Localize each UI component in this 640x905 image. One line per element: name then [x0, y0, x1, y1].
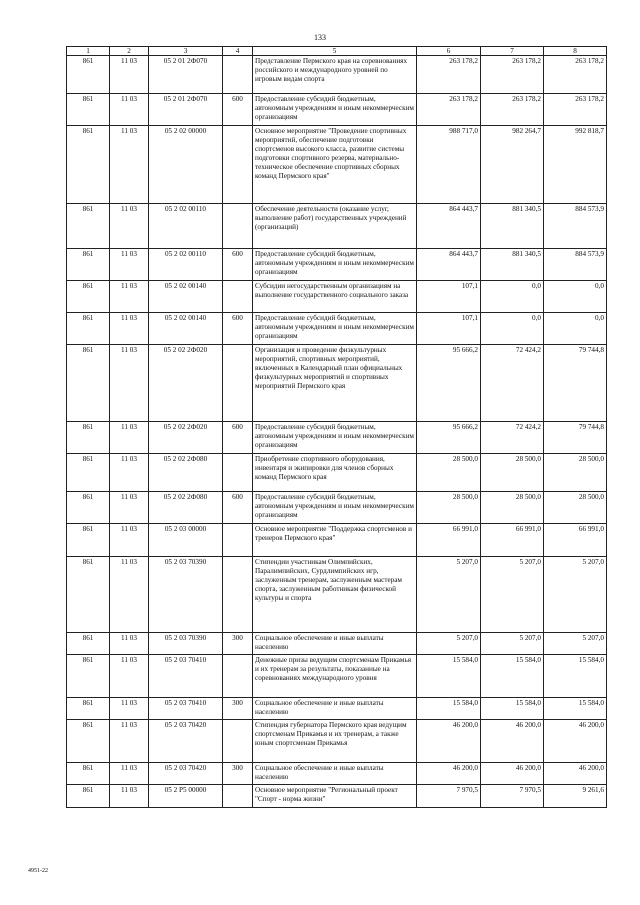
- amount-cell: 263 178,2: [481, 56, 544, 94]
- section-cell: 11 03: [110, 204, 149, 249]
- amount-cell: 864 443,7: [417, 249, 481, 281]
- column-header: 1: [67, 47, 110, 56]
- table-row: [67, 785, 607, 808]
- amount-cell: 5 207,0: [544, 633, 607, 655]
- target-item-cell: 05 2 02 00110: [149, 204, 223, 249]
- gr-code-cell: 861: [67, 524, 110, 557]
- gr-code-cell: 861: [67, 249, 110, 281]
- target-item-cell: 05 2 02 00110: [149, 249, 223, 281]
- description-cell: Предоставление субсидий бюджетным, автономным учреждениям и иным некоммерческим организациям: [253, 313, 417, 345]
- amount-cell: 28 500,0: [544, 454, 607, 492]
- table-row: [67, 454, 607, 492]
- table-row: [67, 56, 607, 94]
- target-item-cell: 05 2 03 70410: [149, 655, 223, 698]
- amount-cell: 15 584,0: [544, 698, 607, 720]
- amount-cell: 0,0: [481, 281, 544, 313]
- expense-type-cell: [223, 56, 253, 94]
- table-row: [67, 313, 607, 345]
- target-item-cell: 05 2 03 70420: [149, 763, 223, 785]
- amount-cell: 7 970,5: [417, 785, 481, 808]
- section-cell: 11 03: [110, 655, 149, 698]
- gr-code-cell: 861: [67, 204, 110, 249]
- expense-type-cell: 600: [223, 249, 253, 281]
- expense-type-cell: [223, 785, 253, 808]
- description-cell: Предоставление субсидий бюджетным, автономным учреждениям и иным некоммерческим организациям: [253, 492, 417, 524]
- gr-code-cell: 861: [67, 655, 110, 698]
- table-row: [67, 126, 607, 204]
- expense-type-cell: 300: [223, 763, 253, 785]
- amount-cell: 15 584,0: [544, 655, 607, 698]
- description-cell: Основное мероприятие "Поддержка спортсменов и тренеров Пермского края": [253, 524, 417, 557]
- column-header: 3: [149, 47, 223, 56]
- expense-type-cell: 300: [223, 633, 253, 655]
- amount-cell: 5 207,0: [481, 557, 544, 633]
- expense-type-cell: [223, 655, 253, 698]
- amount-cell: 5 207,0: [481, 633, 544, 655]
- section-cell: 11 03: [110, 454, 149, 492]
- gr-code-cell: 861: [67, 557, 110, 633]
- section-cell: 11 03: [110, 720, 149, 763]
- target-item-cell: 05 2 02 2Ф020: [149, 422, 223, 454]
- amount-cell: 95 666,2: [417, 422, 481, 454]
- target-item-cell: 05 2 02 2Ф080: [149, 492, 223, 524]
- amount-cell: 0,0: [544, 313, 607, 345]
- expense-type-cell: 600: [223, 94, 253, 126]
- description-cell: Организация и проведение физкультурных мероприятий, спортивных мероприятий, включенных в Календарный план официальных физкультурных мероприятий и спортивных мероприятий Пермского края: [253, 345, 417, 422]
- section-cell: 11 03: [110, 345, 149, 422]
- amount-cell: 46 200,0: [544, 763, 607, 785]
- target-item-cell: 05 2 03 70420: [149, 720, 223, 763]
- target-item-cell: 05 2 03 70410: [149, 698, 223, 720]
- amount-cell: 46 200,0: [481, 720, 544, 763]
- target-item-cell: 05 2 03 70390: [149, 633, 223, 655]
- amount-cell: 263 178,2: [417, 94, 481, 126]
- amount-cell: 881 340,5: [481, 204, 544, 249]
- amount-cell: 72 424,2: [481, 345, 544, 422]
- section-cell: 11 03: [110, 698, 149, 720]
- description-cell: Стипендия губернатора Пермского края ведущим спортсменам Прикамья и их тренерам, а также юным спортсменам Прикамья: [253, 720, 417, 763]
- page-number: 133: [314, 33, 326, 42]
- gr-code-cell: 861: [67, 763, 110, 785]
- table-row: [67, 524, 607, 557]
- amount-cell: 72 424,2: [481, 422, 544, 454]
- description-cell: Стипендии участникам Олимпийских, Паралимпийских, Сурдлимпийских игр, заслуженным тренерам, заслуженным мастерам спорта, заслуженным работникам физической культуры и спорта: [253, 557, 417, 633]
- amount-cell: 46 200,0: [417, 720, 481, 763]
- target-item-cell: 05 2 03 00000: [149, 524, 223, 557]
- section-cell: 11 03: [110, 422, 149, 454]
- gr-code-cell: 861: [67, 785, 110, 808]
- description-cell: Основное мероприятие "Проведение спортивных мероприятий, обеспечение подготовки спортсменов высокого класса, развитие системы подготовки спортивного резерва, материально-техническое обеспечение спортивных сборных команд Пермского края": [253, 126, 417, 204]
- amount-cell: 28 500,0: [417, 492, 481, 524]
- gr-code-cell: 861: [67, 281, 110, 313]
- amount-cell: 66 991,0: [481, 524, 544, 557]
- expense-type-cell: [223, 345, 253, 422]
- amount-cell: 15 584,0: [417, 655, 481, 698]
- gr-code-cell: 861: [67, 698, 110, 720]
- amount-cell: 884 573,9: [544, 249, 607, 281]
- description-cell: Предоставление субсидий бюджетным, автономным учреждениям и иным некоммерческим организациям: [253, 94, 417, 126]
- amount-cell: 992 818,7: [544, 126, 607, 204]
- section-cell: 11 03: [110, 524, 149, 557]
- expense-type-cell: [223, 126, 253, 204]
- gr-code-cell: 861: [67, 345, 110, 422]
- amount-cell: 263 178,2: [544, 94, 607, 126]
- description-cell: Приобретение спортивного оборудования, инвентаря и экипировки для членов сборных команд Пермского края: [253, 454, 417, 492]
- description-cell: Социальное обеспечение и иные выплаты населению: [253, 633, 417, 655]
- description-cell: Социальное обеспечение и иные выплаты населению: [253, 763, 417, 785]
- budget-table: [66, 46, 607, 808]
- gr-code-cell: 861: [67, 492, 110, 524]
- section-cell: 11 03: [110, 633, 149, 655]
- expense-type-cell: 600: [223, 313, 253, 345]
- amount-cell: 884 573,9: [544, 204, 607, 249]
- description-cell: Предоставление субсидий бюджетным, автономным учреждениям и иным некоммерческим организациям: [253, 249, 417, 281]
- table-row: [67, 204, 607, 249]
- description-cell: Обеспечение деятельности (оказание услуг, выполнение работ) государственных учреждений (организаций): [253, 204, 417, 249]
- amount-cell: 5 207,0: [417, 633, 481, 655]
- amount-cell: 15 584,0: [481, 698, 544, 720]
- target-item-cell: 05 2 01 2Ф070: [149, 94, 223, 126]
- section-cell: 11 03: [110, 492, 149, 524]
- section-cell: 11 03: [110, 785, 149, 808]
- amount-cell: 263 178,2: [417, 56, 481, 94]
- amount-cell: 982 264,7: [481, 126, 544, 204]
- description-cell: Социальное обеспечение и иные выплаты населению: [253, 698, 417, 720]
- table-row: [67, 633, 607, 655]
- column-header: 8: [544, 47, 607, 56]
- amount-cell: 864 443,7: [417, 204, 481, 249]
- amount-cell: 15 584,0: [481, 655, 544, 698]
- table-row: [67, 345, 607, 422]
- table-row: [67, 492, 607, 524]
- column-header: 6: [417, 47, 481, 56]
- amount-cell: 5 207,0: [544, 557, 607, 633]
- amount-cell: 15 584,0: [417, 698, 481, 720]
- target-item-cell: 05 2 03 70390: [149, 557, 223, 633]
- target-item-cell: 05 2 01 2Ф070: [149, 56, 223, 94]
- amount-cell: 263 178,2: [481, 94, 544, 126]
- amount-cell: 28 500,0: [417, 454, 481, 492]
- amount-cell: 28 500,0: [481, 454, 544, 492]
- target-item-cell: 05 2 02 2Ф020: [149, 345, 223, 422]
- expense-type-cell: 300: [223, 698, 253, 720]
- gr-code-cell: 861: [67, 633, 110, 655]
- amount-cell: 46 200,0: [481, 763, 544, 785]
- amount-cell: 263 178,2: [544, 56, 607, 94]
- amount-cell: 66 991,0: [544, 524, 607, 557]
- column-header: 2: [110, 47, 149, 56]
- expense-type-cell: [223, 557, 253, 633]
- target-item-cell: 05 2 P5 00000: [149, 785, 223, 808]
- gr-code-cell: 861: [67, 56, 110, 94]
- target-item-cell: 05 2 02 00140: [149, 281, 223, 313]
- amount-cell: 66 991,0: [417, 524, 481, 557]
- table-row: [67, 557, 607, 633]
- amount-cell: 988 717,0: [417, 126, 481, 204]
- target-item-cell: 05 2 02 2Ф080: [149, 454, 223, 492]
- amount-cell: 79 744,8: [544, 345, 607, 422]
- description-cell: Основное мероприятие "Региональный проект "Спорт - норма жизни": [253, 785, 417, 808]
- gr-code-cell: 861: [67, 94, 110, 126]
- amount-cell: 95 666,2: [417, 345, 481, 422]
- section-cell: 11 03: [110, 56, 149, 94]
- description-cell: Предоставление субсидий бюджетным, автономным учреждениям и иным некоммерческим организациям: [253, 422, 417, 454]
- expense-type-cell: [223, 281, 253, 313]
- expense-type-cell: 600: [223, 492, 253, 524]
- table-row: [67, 422, 607, 454]
- gr-code-cell: 861: [67, 126, 110, 204]
- section-cell: 11 03: [110, 126, 149, 204]
- amount-cell: 5 207,0: [417, 557, 481, 633]
- section-cell: 11 03: [110, 763, 149, 785]
- description-cell: Субсидии негосударственным организациям на выполнение государственного социального заказа: [253, 281, 417, 313]
- expense-type-cell: [223, 720, 253, 763]
- amount-cell: 107,1: [417, 313, 481, 345]
- target-item-cell: 05 2 02 00140: [149, 313, 223, 345]
- column-header: 7: [481, 47, 544, 56]
- table-row: [67, 763, 607, 785]
- table-row: [67, 249, 607, 281]
- table-row: [67, 720, 607, 763]
- amount-cell: 46 200,0: [544, 720, 607, 763]
- gr-code-cell: 861: [67, 313, 110, 345]
- expense-type-cell: [223, 524, 253, 557]
- section-cell: 11 03: [110, 94, 149, 126]
- gr-code-cell: 861: [67, 454, 110, 492]
- expense-type-cell: [223, 204, 253, 249]
- amount-cell: 28 500,0: [544, 492, 607, 524]
- amount-cell: 0,0: [544, 281, 607, 313]
- gr-code-cell: 861: [67, 422, 110, 454]
- table-row: [67, 94, 607, 126]
- column-header: 4: [223, 47, 253, 56]
- amount-cell: 46 200,0: [417, 763, 481, 785]
- description-cell: Представление Пермского края на соревнованиях российского и международного уровней по игровым видам спорта: [253, 56, 417, 94]
- description-cell: Денежные призы ведущим спортсменам Прикамья и их тренерам за результаты, показанные на соревнованиях международного уровня: [253, 655, 417, 698]
- amount-cell: 7 970,5: [481, 785, 544, 808]
- section-cell: 11 03: [110, 557, 149, 633]
- section-cell: 11 03: [110, 281, 149, 313]
- gr-code-cell: 861: [67, 720, 110, 763]
- amount-cell: 881 340,5: [481, 249, 544, 281]
- section-cell: 11 03: [110, 249, 149, 281]
- target-item-cell: 05 2 02 00000: [149, 126, 223, 204]
- amount-cell: 0,0: [481, 313, 544, 345]
- amount-cell: 9 261,6: [544, 785, 607, 808]
- amount-cell: 107,1: [417, 281, 481, 313]
- footer-code: 4951-22: [28, 868, 48, 874]
- header-row: [67, 47, 607, 56]
- section-cell: 11 03: [110, 313, 149, 345]
- expense-type-cell: [223, 454, 253, 492]
- expense-type-cell: 600: [223, 422, 253, 454]
- table-row: [67, 655, 607, 698]
- amount-cell: 79 744,8: [544, 422, 607, 454]
- column-header: 5: [253, 47, 417, 56]
- amount-cell: 28 500,0: [481, 492, 544, 524]
- table-row: [67, 281, 607, 313]
- table-row: [67, 698, 607, 720]
